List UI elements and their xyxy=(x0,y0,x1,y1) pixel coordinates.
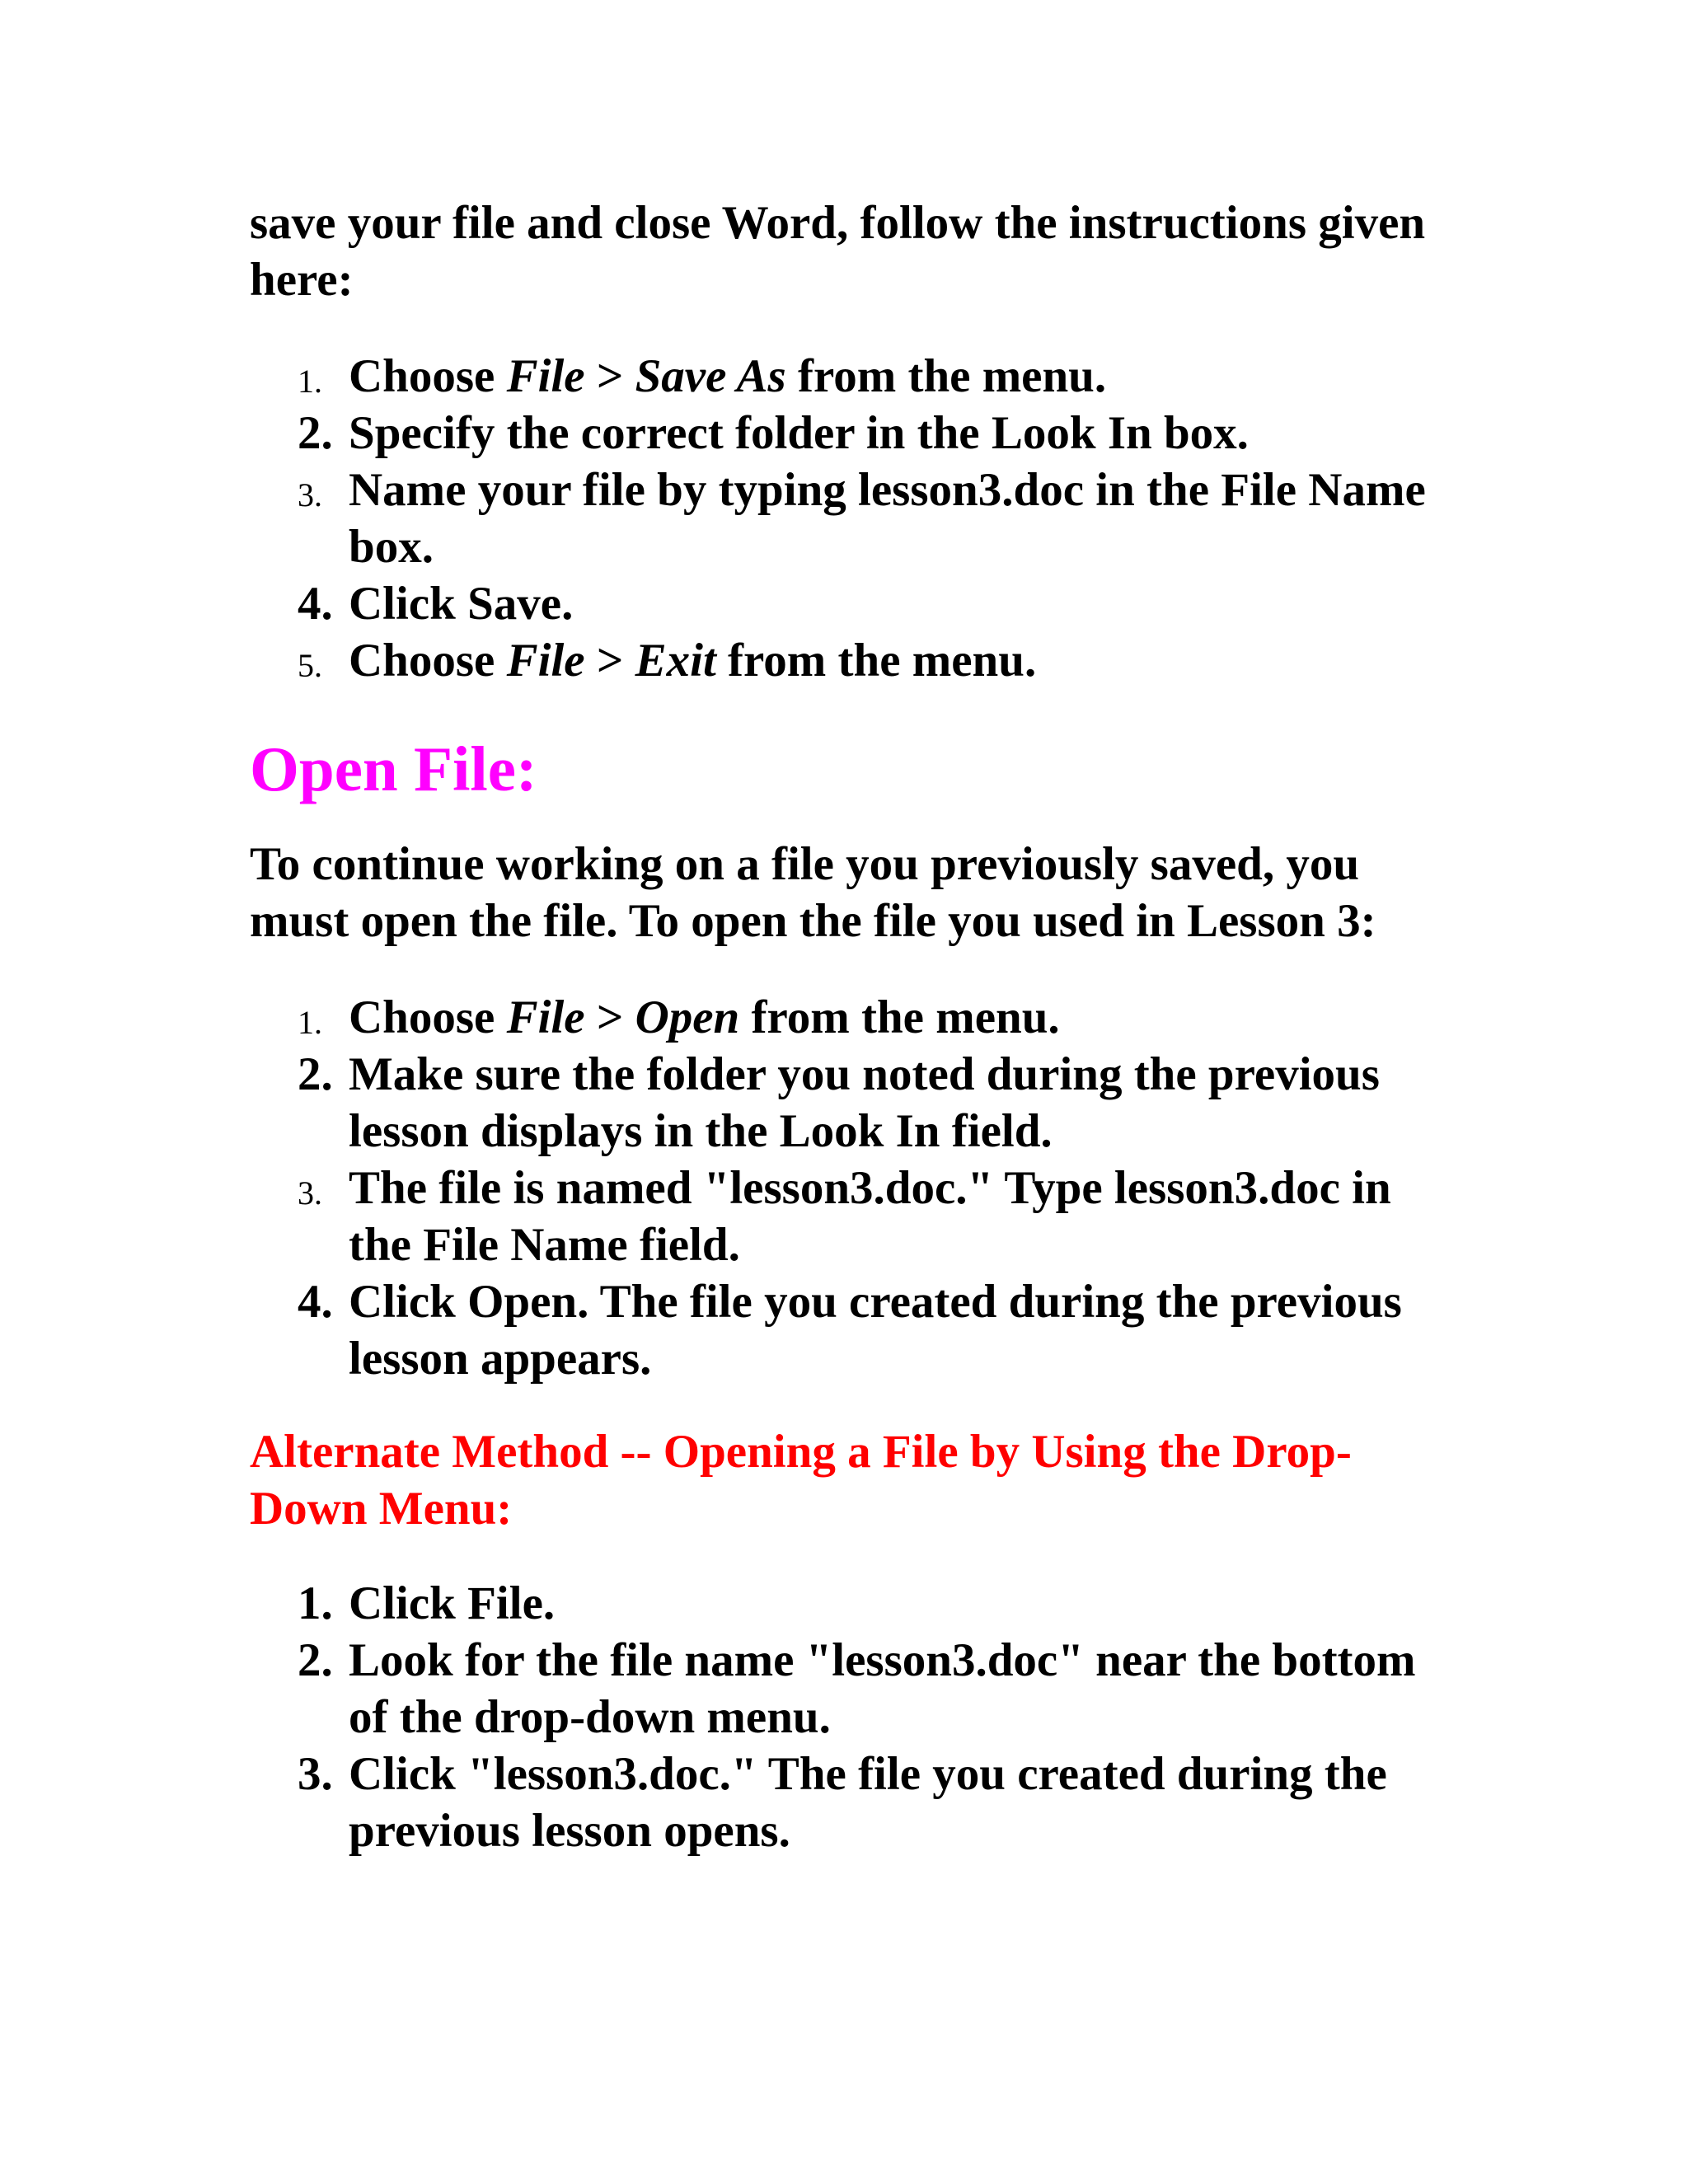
menu-name: File xyxy=(506,635,585,687)
menu-name: Open xyxy=(635,991,740,1043)
list-number: 2. xyxy=(298,1048,333,1100)
list-item xyxy=(250,1273,1453,1387)
list-number: 1. xyxy=(298,363,322,400)
step-text: Look for the file name "lesson3.doc" near the bottom of the drop-down menu. xyxy=(349,1634,1416,1743)
menu-separator: > xyxy=(584,350,635,402)
save-steps-list xyxy=(250,348,1453,689)
menu-name: File xyxy=(506,350,585,402)
list-number: 4. xyxy=(298,578,333,630)
list-number: 3. xyxy=(298,476,322,513)
step-text: Click Save. xyxy=(349,578,574,630)
page-content xyxy=(250,194,1453,1859)
alternate-method-heading: Alternate Method -- Opening a File by Using the Drop-Down Menu: xyxy=(250,1426,1352,1535)
menu-name: File xyxy=(506,991,585,1043)
open-steps-list xyxy=(250,989,1453,1387)
list-number: 4. xyxy=(298,1276,333,1328)
step-text: Click File. xyxy=(349,1577,556,1629)
list-number: 1. xyxy=(298,1577,333,1629)
menu-name: Exit xyxy=(635,635,716,687)
alternate-steps-list xyxy=(250,1575,1453,1859)
list-item xyxy=(250,1160,1453,1273)
open-intro-paragraph: To continue working on a file you previously saved, you must open the file. To open the file you used in Lesson 3: xyxy=(250,838,1376,947)
list-number: 2. xyxy=(298,1634,333,1686)
list-item xyxy=(250,1632,1453,1746)
list-item xyxy=(250,405,1453,462)
intro-paragraph: save your file and close Word, follow the instructions given here: xyxy=(250,197,1426,306)
list-item xyxy=(250,1575,1453,1632)
step-text: from the menu. xyxy=(785,350,1107,402)
step-text: from the menu. xyxy=(739,991,1060,1043)
step-text: Choose xyxy=(349,635,507,687)
list-item xyxy=(250,575,1453,632)
step-text: from the menu. xyxy=(715,635,1037,687)
step-text: Choose xyxy=(349,350,507,402)
list-number: 3. xyxy=(298,1748,333,1800)
list-item xyxy=(250,348,1453,405)
step-text: Make sure the folder you noted during the previous lesson displays in the Look In field. xyxy=(349,1048,1380,1157)
menu-name: Save As xyxy=(635,350,786,402)
list-number: 2. xyxy=(298,407,333,459)
open-file-heading: Open File: xyxy=(250,733,537,804)
step-text: The file is named "lesson3.doc." Type lesson3.doc in the File Name field. xyxy=(349,1162,1391,1271)
step-text: Click "lesson3.doc." The file you created during the previous lesson opens. xyxy=(349,1748,1387,1857)
step-text: Name your file by typing lesson3.doc in the File Name box. xyxy=(349,464,1426,573)
list-number: 1. xyxy=(298,1004,322,1041)
list-item xyxy=(250,632,1453,689)
list-number: 5. xyxy=(298,647,322,684)
list-item xyxy=(250,1046,1453,1160)
list-item xyxy=(250,989,1453,1046)
step-text: Click Open. The file you created during the previous lesson appears. xyxy=(349,1276,1402,1385)
list-item xyxy=(250,1746,1453,1859)
list-item xyxy=(250,462,1453,575)
step-text: Specify the correct folder in the Look In box. xyxy=(349,407,1249,459)
menu-separator: > xyxy=(584,635,635,687)
list-number: 3. xyxy=(298,1174,322,1212)
menu-separator: > xyxy=(584,991,635,1043)
step-text: Choose xyxy=(349,991,507,1043)
